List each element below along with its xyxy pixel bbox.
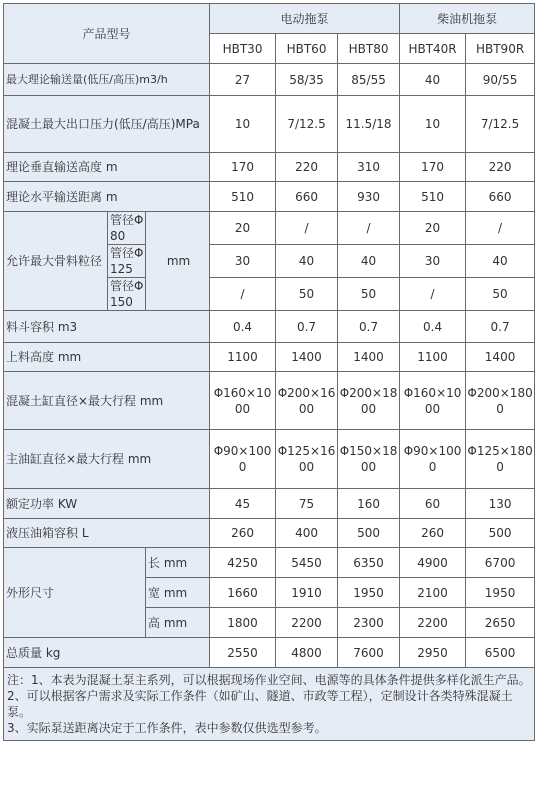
value-cell: /	[210, 278, 276, 311]
value-cell: 85/55	[338, 64, 400, 96]
value-cell: 60	[400, 489, 466, 519]
value-cell: 7600	[338, 638, 400, 668]
value-cell: 1400	[276, 343, 338, 372]
value-cell: 220	[466, 153, 535, 182]
row-label: 料斗容积 m3	[4, 311, 210, 343]
notes	[4, 668, 535, 741]
value-cell: 1910	[276, 578, 338, 608]
electric-pump-header: 电动拖泵	[210, 4, 400, 34]
value-cell: 4800	[276, 638, 338, 668]
value-cell: 58/35	[276, 64, 338, 96]
value-cell: 220	[276, 153, 338, 182]
sub-label: 管径Φ125	[108, 245, 146, 278]
product-model-header: 产品型号	[4, 4, 210, 64]
value-cell: 2950	[400, 638, 466, 668]
value-cell: 11.5/18	[338, 96, 400, 153]
value-cell: 30	[210, 245, 276, 278]
value-cell: 1400	[466, 343, 535, 372]
value-cell: 0.4	[400, 311, 466, 343]
value-cell: 50	[338, 278, 400, 311]
value-cell: 5450	[276, 548, 338, 578]
value-cell: 2200	[400, 608, 466, 638]
value-cell: 500	[466, 519, 535, 548]
row-label: 最大理论输送量(低压/高压)m3/h	[4, 64, 210, 96]
value-cell: 1800	[210, 608, 276, 638]
diesel-pump-header: 柴油机拖泵	[400, 4, 535, 34]
note-3: 3、实际泵送距离决定于工作条件，表中参数仅供选型参考。	[7, 721, 327, 735]
sub-label: 管径Φ150	[108, 278, 146, 311]
note-1: 注：1、本表为混凝土泵主系列，可以根据现场作业空间、电源等的具体条件提供多样化派生产品。	[7, 673, 531, 687]
model-cell: HBT60	[276, 34, 338, 64]
value-cell: 310	[338, 153, 400, 182]
value-cell: 660	[466, 182, 535, 212]
row-label: 理论水平输送距离 m	[4, 182, 210, 212]
value-cell: 40	[276, 245, 338, 278]
row-label: 上料高度 mm	[4, 343, 210, 372]
sub-label: 长 mm	[146, 548, 210, 578]
value-cell: 660	[276, 182, 338, 212]
value-cell: 7/12.5	[466, 96, 535, 153]
note-2: 2、可以根据客户需求及实际工作条件（如矿山、隧道、市政等工程），定制设计各类特殊混凝土泵。	[7, 689, 513, 719]
value-cell: 10	[210, 96, 276, 153]
value-cell: 30	[400, 245, 466, 278]
model-cell: HBT40R	[400, 34, 466, 64]
value-cell: /	[338, 212, 400, 245]
value-cell: 4900	[400, 548, 466, 578]
value-cell: 930	[338, 182, 400, 212]
value-cell: Φ160×1000	[400, 372, 466, 430]
value-cell: 170	[400, 153, 466, 182]
value-cell: Φ200×1600	[276, 372, 338, 430]
row-label: 额定功率 KW	[4, 489, 210, 519]
value-cell: 20	[400, 212, 466, 245]
value-cell: 1400	[338, 343, 400, 372]
value-cell: 170	[210, 153, 276, 182]
row-label: 允许最大骨料粒径	[4, 212, 108, 311]
value-cell: /	[400, 278, 466, 311]
value-cell: 400	[276, 519, 338, 548]
value-cell: 45	[210, 489, 276, 519]
value-cell: Φ160×1000	[210, 372, 276, 430]
value-cell: 1660	[210, 578, 276, 608]
value-cell: 0.7	[276, 311, 338, 343]
value-cell: 500	[338, 519, 400, 548]
value-cell: 6700	[466, 548, 535, 578]
value-cell: 1950	[338, 578, 400, 608]
value-cell: Φ125×1600	[276, 430, 338, 489]
value-cell: Φ90×1000	[210, 430, 276, 489]
value-cell: /	[466, 212, 535, 245]
row-label: 外形尺寸	[4, 548, 146, 638]
value-cell: Φ90×1000	[400, 430, 466, 489]
value-cell: 1100	[400, 343, 466, 372]
value-cell: 50	[466, 278, 535, 311]
value-cell: 27	[210, 64, 276, 96]
unit-label: mm	[146, 212, 210, 311]
row-label: 液压油箱容积 L	[4, 519, 210, 548]
value-cell: 0.7	[338, 311, 400, 343]
value-cell: 4250	[210, 548, 276, 578]
value-cell: Φ200×1800	[338, 372, 400, 430]
value-cell: 1100	[210, 343, 276, 372]
value-cell: 2650	[466, 608, 535, 638]
value-cell: 20	[210, 212, 276, 245]
value-cell: 40	[400, 64, 466, 96]
value-cell: 10	[400, 96, 466, 153]
sub-label: 宽 mm	[146, 578, 210, 608]
concrete-pump-spec-table	[3, 3, 535, 741]
row-label: 主油缸直径×最大行程 mm	[4, 430, 210, 489]
value-cell: 0.4	[210, 311, 276, 343]
value-cell: 260	[210, 519, 276, 548]
value-cell: 2200	[276, 608, 338, 638]
value-cell: Φ150×1800	[338, 430, 400, 489]
value-cell: 510	[400, 182, 466, 212]
value-cell: 40	[466, 245, 535, 278]
value-cell: 90/55	[466, 64, 535, 96]
value-cell: Φ200×1800	[466, 372, 535, 430]
value-cell: 2550	[210, 638, 276, 668]
value-cell: 75	[276, 489, 338, 519]
value-cell: 260	[400, 519, 466, 548]
model-cell: HBT30	[210, 34, 276, 64]
value-cell: 510	[210, 182, 276, 212]
value-cell: 130	[466, 489, 535, 519]
row-label: 理论垂直输送高度 m	[4, 153, 210, 182]
value-cell: 50	[276, 278, 338, 311]
value-cell: 2100	[400, 578, 466, 608]
sub-label: 高 mm	[146, 608, 210, 638]
row-label: 总质量 kg	[4, 638, 210, 668]
value-cell: 160	[338, 489, 400, 519]
value-cell: 1950	[466, 578, 535, 608]
value-cell: 6500	[466, 638, 535, 668]
value-cell: 2300	[338, 608, 400, 638]
value-cell: 40	[338, 245, 400, 278]
value-cell: /	[276, 212, 338, 245]
value-cell: Φ125×1800	[466, 430, 535, 489]
row-label: 混凝土最大出口压力(低压/高压)MPa	[4, 96, 210, 153]
sub-label: 管径Φ80	[108, 212, 146, 245]
value-cell: 6350	[338, 548, 400, 578]
model-cell: HBT80	[338, 34, 400, 64]
value-cell: 0.7	[466, 311, 535, 343]
value-cell: 7/12.5	[276, 96, 338, 153]
row-label: 混凝土缸直径×最大行程 mm	[4, 372, 210, 430]
model-cell: HBT90R	[466, 34, 535, 64]
